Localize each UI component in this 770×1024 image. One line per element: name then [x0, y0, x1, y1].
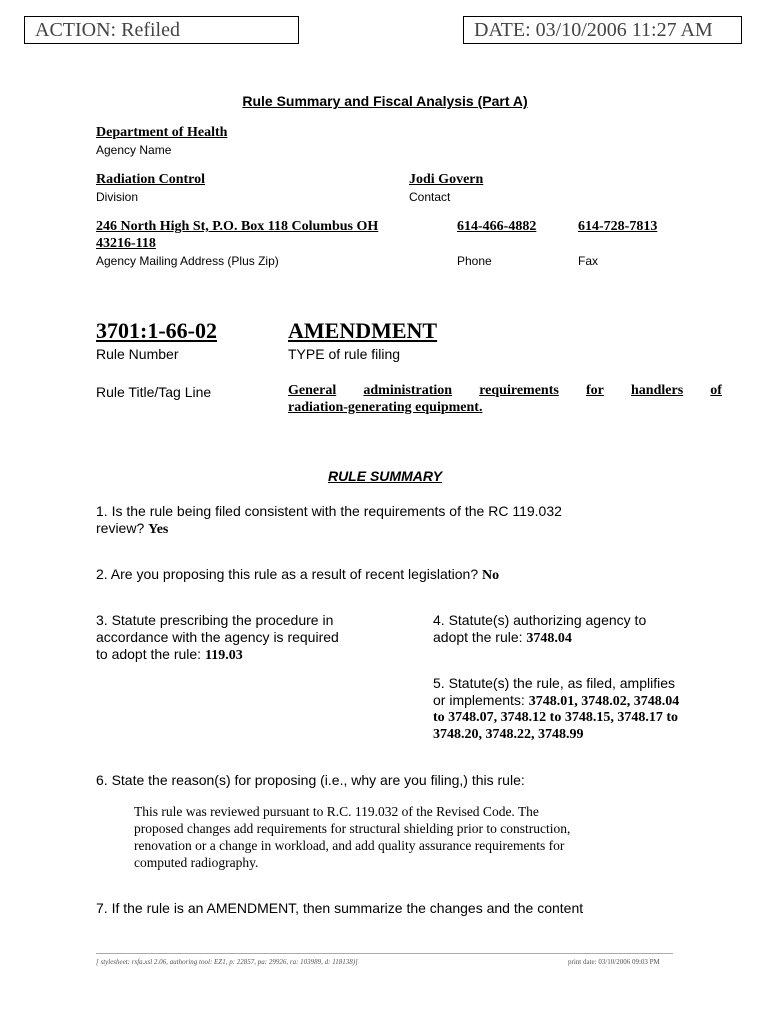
question-3-answer: 119.03 [204, 648, 243, 663]
rule-title-line1 [288, 383, 722, 399]
rule-summary-heading: RULE SUMMARY [327, 468, 443, 484]
question-5-line1: 5. Statute(s) the rule, as filed, amplifies [433, 675, 675, 691]
date-box [463, 16, 742, 44]
question-3-text: to adopt the rule: [96, 646, 202, 662]
question-5-answer-1: 3748.01, 3748.02, 3748.04 [528, 694, 680, 709]
question-1-answer: Yes [148, 522, 169, 537]
question-5-line2 [433, 692, 679, 710]
question-6: 6. State the reason(s) for proposing (i.e., why are you filing,) this rule: [96, 772, 525, 788]
question-6-answer-line: renovation or a change in workload, and add quality assurance requirements for [134, 838, 565, 853]
question-5-answer-2: to 3748.07, 3748.12 to 3748.15, 3748.17 to [433, 710, 678, 725]
question-5-text: or implements: [433, 692, 525, 708]
fax-value: 614-728-7813 [578, 219, 658, 234]
agency-name-label: Agency Name [96, 143, 172, 157]
question-3-line3 [96, 646, 243, 664]
question-7: 7. If the rule is an AMENDMENT, then summarize the changes and the content [96, 900, 584, 916]
question-6-answer-line: computed radiography. [134, 855, 259, 870]
question-5-answer-3: 3748.20, 3748.22, 3748.99 [433, 727, 584, 742]
page-title: Rule Summary and Fiscal Analysis (Part A) [242, 93, 528, 109]
footer-print-date: print date: 03/10/2006 09:03 PM [568, 958, 660, 966]
question-1-line2 [96, 520, 168, 538]
question-2 [96, 566, 499, 584]
contact-value: Jodi Govern [409, 172, 484, 187]
address-line2: 43216-118 [96, 236, 156, 251]
question-6-answer [134, 803, 714, 871]
division-value: Radiation Control [96, 172, 206, 187]
rule-title-word: of [710, 383, 722, 398]
question-4-line1: 4. Statute(s) authorizing agency to [433, 612, 647, 628]
rule-title-word: General [288, 383, 337, 398]
address-label: Agency Mailing Address (Plus Zip) [96, 254, 279, 268]
footer-divider [96, 953, 673, 954]
rule-title-word: handlers [631, 383, 684, 398]
action-text: ACTION: Refiled [35, 19, 180, 41]
question-2-answer: No [482, 568, 500, 583]
rule-title-label: Rule Title/Tag Line [96, 384, 212, 400]
question-4-text: adopt the rule: [433, 629, 523, 645]
agency-name-value: Department of Health [96, 125, 228, 140]
address-line1: 246 North High St, P.O. Box 118 Columbus OH [96, 219, 379, 234]
rule-type-label: TYPE of rule filing [288, 346, 401, 362]
question-4-answer: 3748.04 [526, 631, 572, 646]
footer-stylesheet-info: [ stylesheet: rsfa.xsl 2.06, authoring tool: EZ1, p: 22857, pa: 29926, ra: 103989, d: 118138)] [96, 958, 358, 966]
question-3-line2: accordance with the agency is required [96, 629, 339, 645]
contact-label: Contact [409, 190, 451, 204]
question-2-text: 2. Are you proposing this rule as a result of recent legislation? [96, 566, 479, 582]
rule-type-value: AMENDMENT [288, 318, 438, 343]
question-6-answer-line: proposed changes add requirements for structural shielding prior to construction, [134, 821, 571, 836]
fax-label: Fax [578, 254, 599, 268]
rule-title-word: for [585, 383, 604, 398]
rule-number-label: Rule Number [96, 346, 179, 362]
division-label: Division [96, 190, 139, 204]
date-text: DATE: 03/10/2006 11:27 AM [474, 19, 713, 41]
question-4-line2 [433, 629, 572, 647]
question-1-line1: 1. Is the rule being filed consistent with the requirements of the RC 119.032 [96, 503, 562, 519]
rule-title-word: administration [363, 383, 453, 398]
rule-title-line2: radiation-generating equipment. [288, 400, 483, 415]
rule-title-word: requirements [479, 383, 559, 398]
rule-number-value: 3701:1-66-02 [96, 318, 217, 343]
action-box [24, 16, 299, 44]
phone-value: 614-466-4882 [457, 219, 537, 234]
question-6-answer-line: This rule was reviewed pursuant to R.C. 119.032 of the Revised Code. The [134, 804, 539, 819]
question-3-line1: 3. Statute prescribing the procedure in [96, 612, 334, 628]
question-1-text: review? [96, 520, 145, 536]
phone-label: Phone [457, 254, 492, 268]
